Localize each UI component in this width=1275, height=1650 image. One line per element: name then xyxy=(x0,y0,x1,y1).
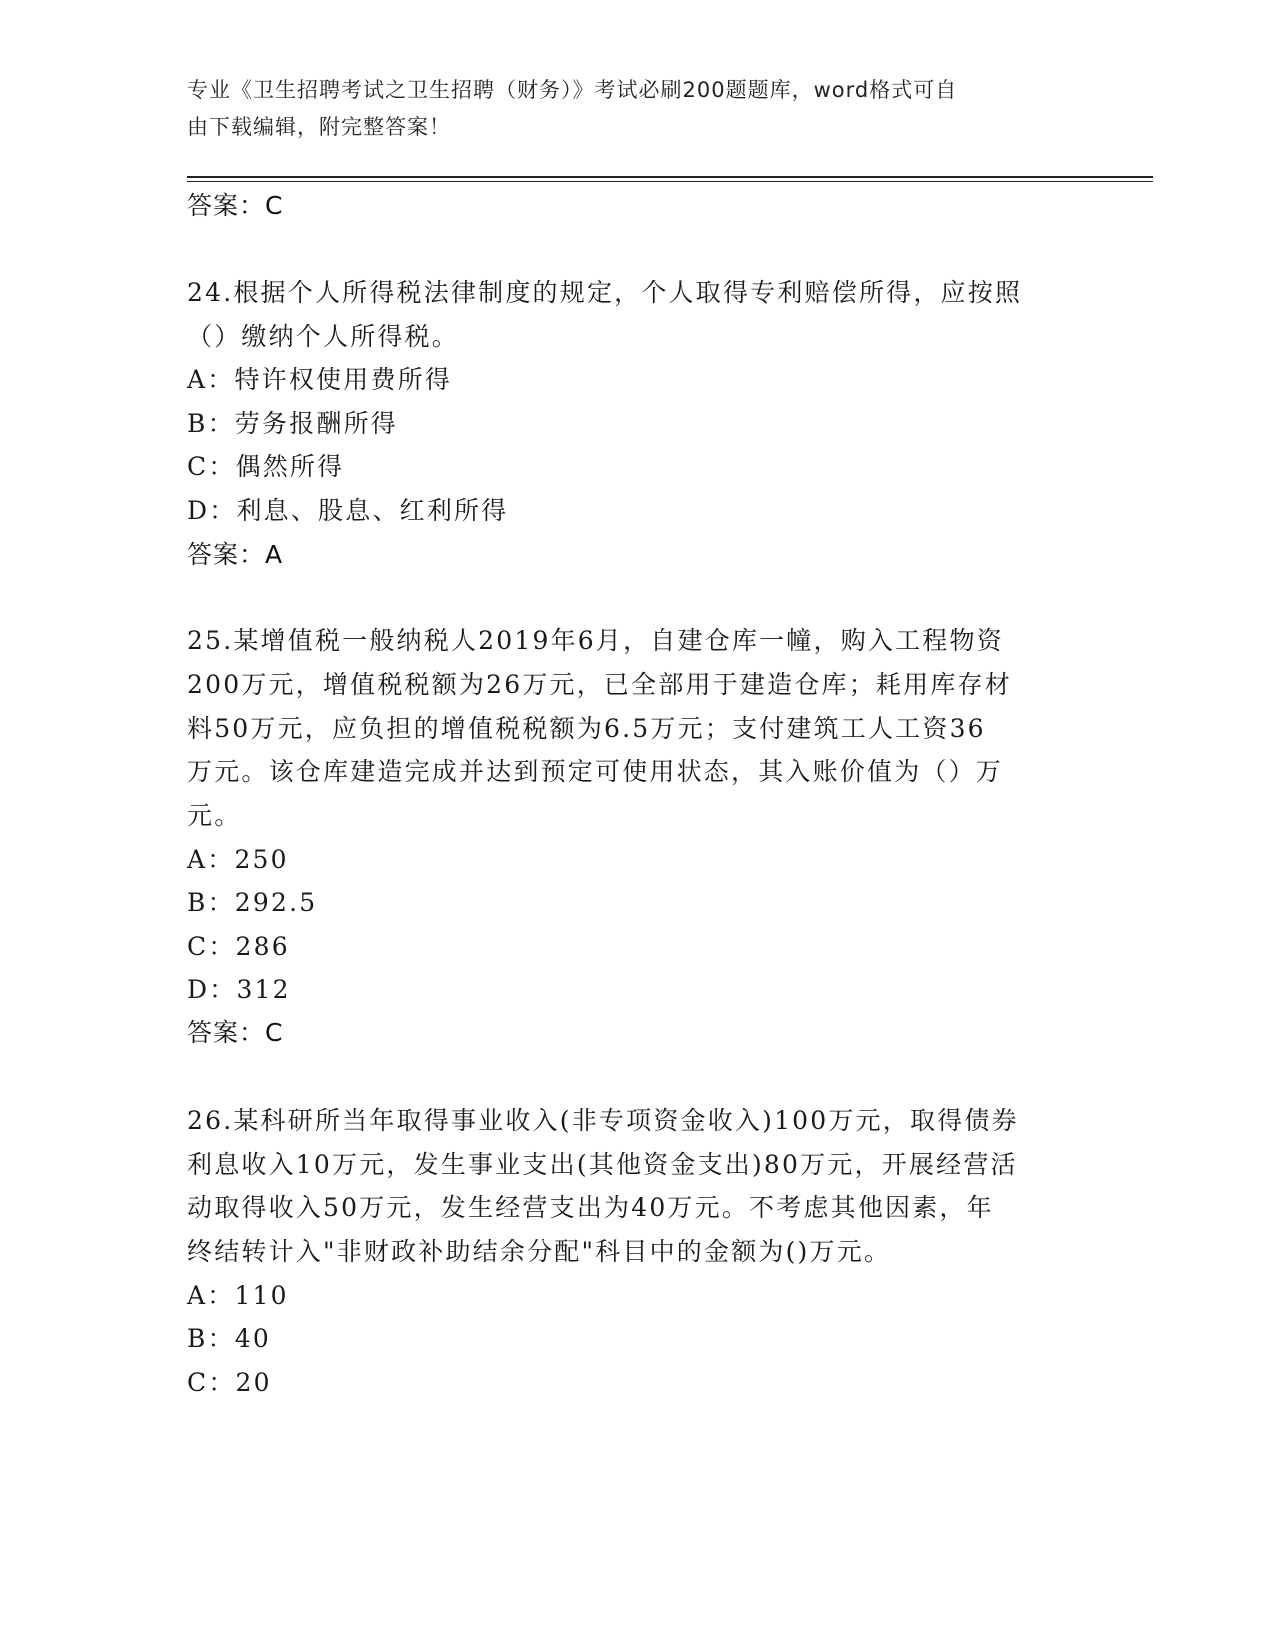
question-26-stem-line-2: 利息收入10万元，发生事业支出(其他资金支出)80万元，开展经营活 xyxy=(187,1150,1018,1179)
question-24-option-a: A：特许权使用费所得 xyxy=(187,365,453,394)
question-25-stem-line-1: 25.某增值税一般纳税人2019年6月，自建仓库一幢，购入工程物资 xyxy=(187,626,1004,655)
question-24-option-c: C：偶然所得 xyxy=(187,452,345,481)
question-25-option-d: D：312 xyxy=(187,975,291,1004)
header-divider-thin xyxy=(187,181,1153,182)
question-25-option-a: A：250 xyxy=(187,845,289,874)
question-25-answer: 答案：C xyxy=(187,1018,284,1047)
page-header xyxy=(187,72,1067,146)
question-24-stem-line-2: （）缴纳个人所得税。 xyxy=(187,322,460,351)
question-26-option-b: B：40 xyxy=(187,1324,271,1353)
question-26-stem-line-3: 动取得收入50万元，发生经营支出为40万元。不考虑其他因素，年 xyxy=(187,1193,994,1222)
question-24-stem-line-1: 24.根据个人所得税法律制度的规定，个人取得专利赔偿所得，应按照 xyxy=(187,278,1023,307)
previous-answer: 答案：C xyxy=(187,191,284,220)
question-25-stem-line-3: 料50万元，应负担的增值税税额为6.5万元；支付建筑工人工资36 xyxy=(187,714,986,743)
question-26-stem-line-4: 终结转计入"非财政补助结余分配"科目中的金额为()万元。 xyxy=(187,1237,892,1266)
header-divider xyxy=(187,176,1153,178)
question-25-stem-line-4: 万元。该仓库建造完成并达到预定可使用状态，其入账价值为（）万 xyxy=(187,757,1004,786)
question-24-option-b: B：劳务报酬所得 xyxy=(187,409,398,438)
header-line-2: 由下载编辑，附完整答案！ xyxy=(187,115,451,139)
question-25-option-b: B：292.5 xyxy=(187,888,318,917)
question-25-stem-line-2: 200万元，增值税税额为26万元，已全部用于建造仓库；耗用库存材 xyxy=(187,670,1012,699)
question-25-option-c: C：286 xyxy=(187,932,290,961)
question-26-stem-line-1: 26.某科研所当年取得事业收入(非专项资金收入)100万元，取得债券 xyxy=(187,1106,1019,1135)
question-26-option-c: C：20 xyxy=(187,1368,272,1397)
question-24-answer: 答案：A xyxy=(187,540,284,569)
question-24-option-d: D：利息、股息、红利所得 xyxy=(187,496,509,525)
question-25-stem-line-5: 元。 xyxy=(187,801,242,830)
question-26-option-a: A：110 xyxy=(187,1281,289,1310)
header-line-1: 专业《卫生招聘考试之卫生招聘（财务）》考试必刷200题题库，word格式可自 xyxy=(187,78,958,102)
